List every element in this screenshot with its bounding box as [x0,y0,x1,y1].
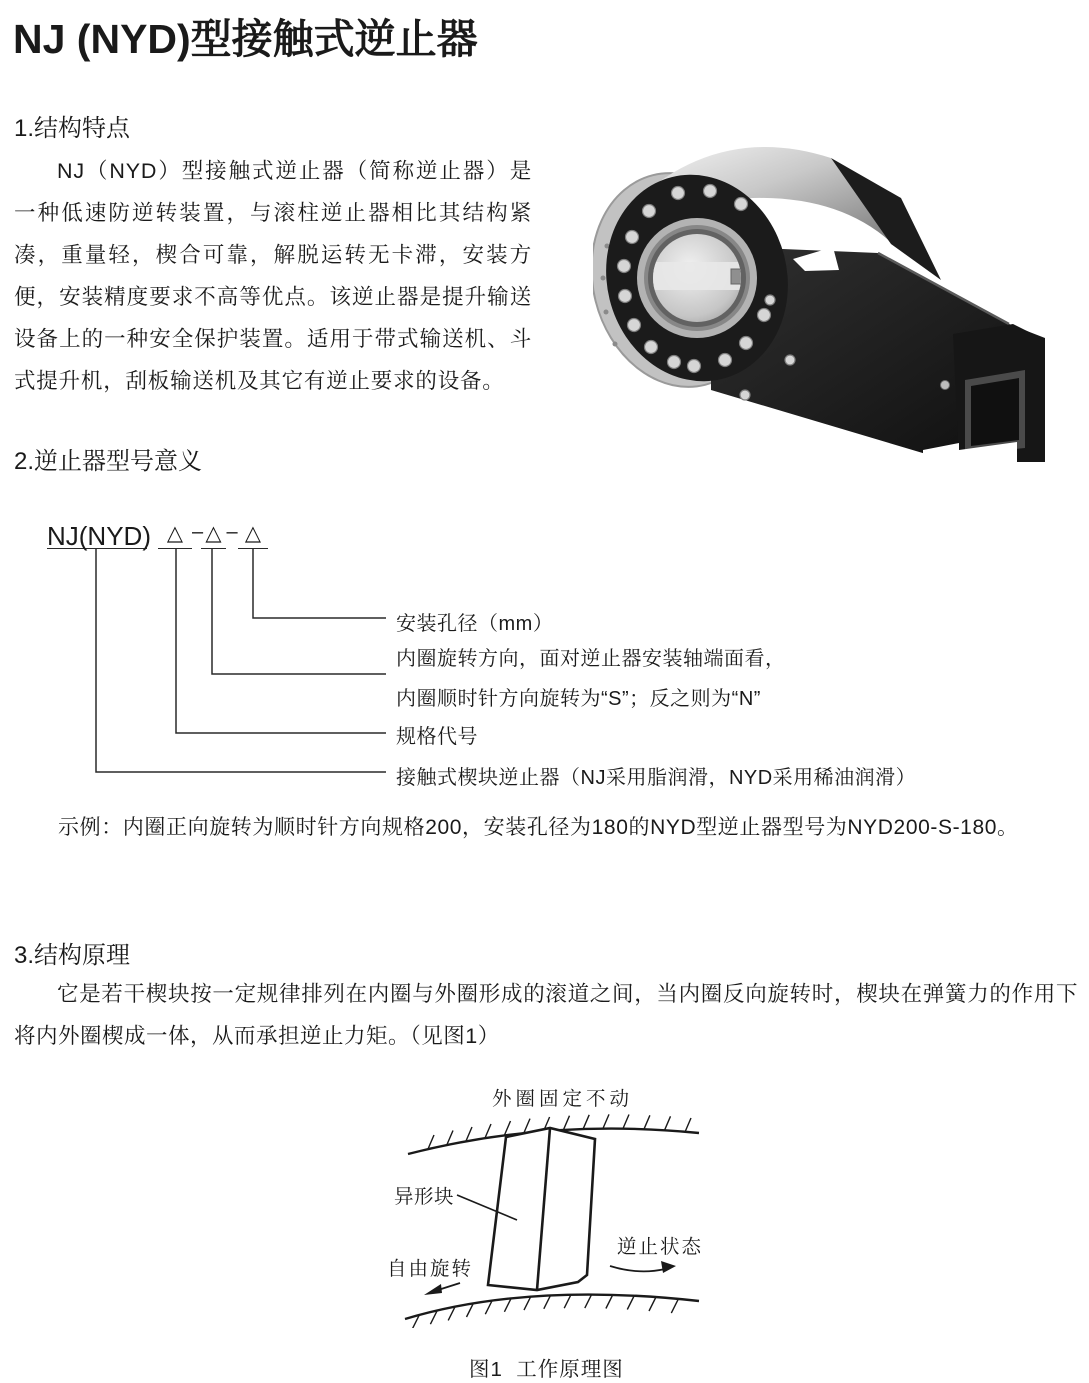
figure1-label-backstop-state: 逆止状态 [617,1236,704,1258]
model-placeholder-2: △ [201,521,226,549]
model-dash-2: – [226,521,238,543]
model-prefix: NJ(NYD) [47,521,151,551]
model-example: 示例：内圈正向旋转为顺时针方向规格200，安装孔径为180的NYD型逆止器型号为NYD200-S-180。 [58,816,1019,839]
backstop-photo-illustration [593,128,1045,463]
callout-type-description: 接触式楔块逆止器（NJ采用脂润滑，NYD采用稀油润滑） [396,767,917,789]
page-title: NJ (NYD)型接触式逆止器 [13,16,478,62]
model-placeholder-1: △ [158,521,192,549]
figure1-label-outer-ring: 外圈固定不动 [492,1088,634,1110]
callout-rotation-direction-line1: 内圈旋转方向，面对逆止器安装轴端面看， [396,648,786,670]
callout-bore-diameter: 安装孔径（mm） [396,613,554,635]
section3-paragraph: 它是若干楔块按一定规律排列在内圈与外圈形成的滚道之间，当内圈反向旋转时，楔块在弹簧力的作用下将内外圈楔成一体，从而承担逆止力矩。（见图1） [14,982,1078,1048]
section1-paragraph: NJ（NYD）型接触式逆止器（简称逆止器）是一种低速防逆转装置，与滚柱逆止器相比其结构紧凑，重量轻，楔合可靠，解脱运转无卡滞，安装方便，安装精度要求不高等优点。该逆止器是提升输送设备上的一种安全保护装置。适用于带式输送机、斗式提升机，刮板输送机及其它有逆止要求的设备。 [14,159,532,393]
callout-rotation-direction-line2: 内圈顺时针方向旋转为“S”；反之则为“N” [396,688,761,710]
product-photo [593,128,1045,463]
figure1-label-free-rotation: 自由旋转 [387,1258,474,1280]
section1-heading: 1.结构特点 [14,115,131,142]
figure1-label-wedge: 异形块 [394,1186,455,1208]
figure1-caption: 图1 工作原理图 [469,1358,624,1381]
callout-spec-code: 规格代号 [396,726,478,748]
section2-heading: 2.逆止器型号意义 [14,448,203,475]
model-placeholder-3: △ [238,521,268,549]
model-dash-1: – [192,521,204,543]
section3-heading: 3.结构原理 [14,942,131,969]
